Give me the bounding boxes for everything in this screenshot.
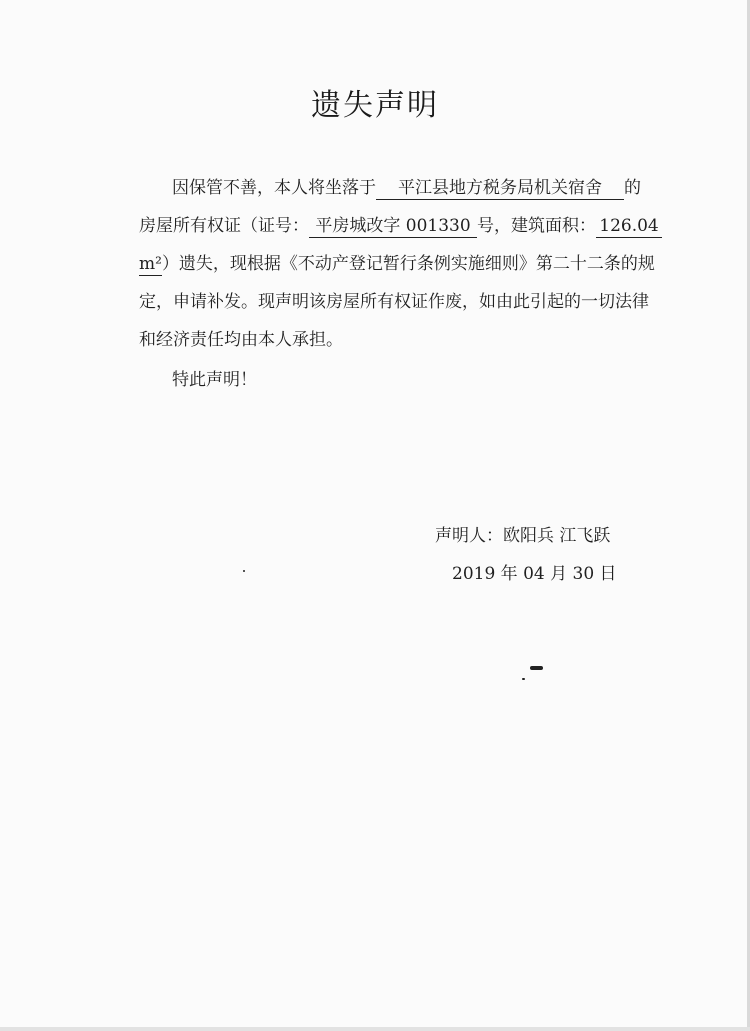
line3-text: ）遗失，现根据《不动产登记暂行条例实施细则》第二十二条的规 bbox=[161, 254, 655, 274]
property-location-field: 平江县地方税务局机关宿舍 bbox=[376, 180, 624, 200]
body-line-3 bbox=[139, 256, 655, 276]
line2-prefix: 房屋所有权证（证号： bbox=[139, 216, 309, 236]
document-title: 遗失声明 bbox=[311, 88, 439, 123]
body-line-4: 定，申请补发。现声明该房屋所有权证作废，如由此引起的一切法律 bbox=[139, 292, 649, 312]
declarant-names: 声明人：欧阳兵 江飞跃 bbox=[435, 526, 611, 546]
scan-speck bbox=[522, 678, 525, 680]
body-line-5: 和经济责任均由本人承担。 bbox=[139, 330, 343, 350]
body-line-1 bbox=[172, 180, 641, 200]
building-area-field: 126.04 bbox=[596, 218, 662, 238]
line2-mid: 号，建筑面积： bbox=[477, 216, 596, 236]
certificate-number-field: 平房城改字 001330 bbox=[309, 218, 477, 238]
scan-speck bbox=[530, 666, 543, 670]
area-unit: m² bbox=[139, 254, 162, 274]
body-line-2 bbox=[139, 218, 662, 238]
line1-prefix: 因保管不善，本人将坐落于 bbox=[172, 178, 376, 198]
declaration-date: 2019 年 04 月 30 日 bbox=[452, 564, 617, 584]
scan-speck bbox=[243, 570, 245, 572]
closing-statement: 特此声明！ bbox=[172, 370, 257, 390]
scan-edge-bottom bbox=[0, 1027, 750, 1031]
line1-suffix: 的 bbox=[624, 178, 641, 198]
